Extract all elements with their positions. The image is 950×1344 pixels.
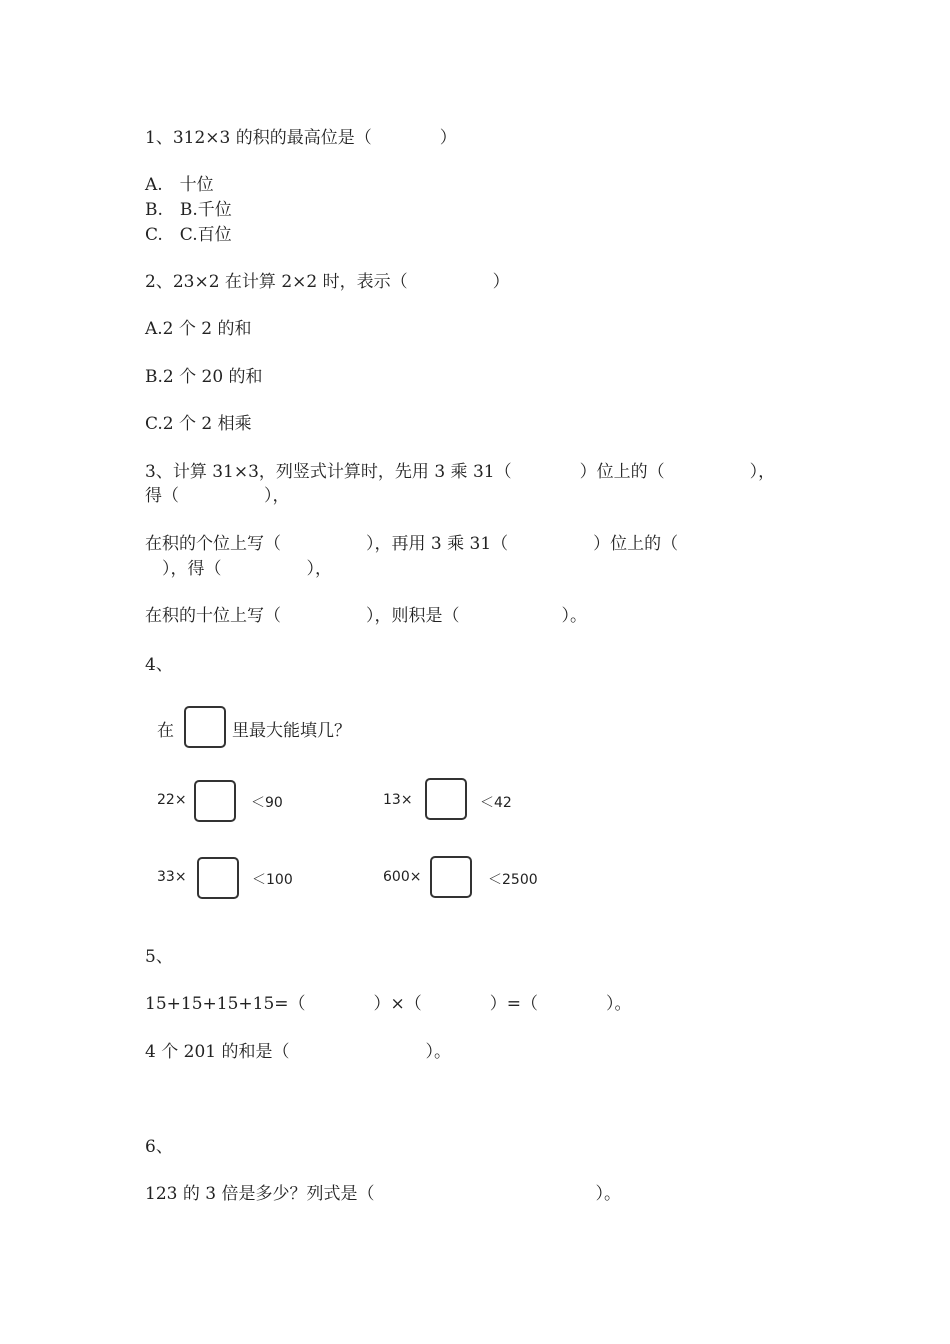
q4-title-prefix: 在 [157,721,174,741]
q2-option-b: B.2 个 20 的和 [145,367,263,387]
q4-item-3-answer-box[interactable] [197,857,239,899]
q4-item-4-suffix: ＜2500 [488,872,538,888]
q2-option-c: C.2 个 2 相乘 [145,414,252,434]
q1-option-c: C. C.百位 [145,225,232,245]
q2-stem: 2、23×2 在计算 2×2 时，表示（ ） [145,272,510,292]
q4-title-box [184,706,226,748]
q5-line-1: 15+15+15+15=（ ）×（ ）=（ ）。 [145,994,632,1014]
q1-option-b: B. B.千位 [145,200,232,220]
q3-line-4: ），得（ ）， [145,559,332,579]
q3-line-2: 得（ ）， [145,486,290,506]
q6-number: 6、 [145,1137,173,1157]
q2-option-a: A.2 个 2 的和 [145,319,252,339]
q4-item-1-answer-box[interactable] [194,780,236,822]
q1-stem: 1、312×3 的积的最高位是（ ） [145,128,457,148]
q6-line-1: 123 的 3 倍是多少？列式是（ ）。 [145,1184,621,1204]
q4-item-4-answer-box[interactable] [430,856,472,898]
q4-item-2-answer-box[interactable] [425,778,467,820]
q3-line-5: 在积的十位上写（ ），则积是（ ）。 [145,606,587,626]
q3-line-1: 3、计算 31×3，列竖式计算时，先用 3 乘 31（ ）位上的（ ）， [145,462,776,482]
q4-title-suffix: 里最大能填几？ [232,721,351,741]
q1-option-a: A. 十位 [145,175,214,195]
q4-item-4-prefix: 600× [383,869,422,885]
q4-item-2-prefix: 13× [383,792,413,808]
q4-item-3-suffix: ＜100 [252,872,293,888]
q3-line-3: 在积的个位上写（ ），再用 3 乘 31（ ）位上的（ [145,534,679,554]
q4-item-1-prefix: 22× [157,792,187,808]
q5-line-2: 4 个 201 的和是（ ）。 [145,1042,451,1062]
q4-item-1-suffix: ＜90 [251,795,283,811]
q4-item-3-prefix: 33× [157,869,187,885]
q5-number: 5、 [145,947,173,967]
q4-number: 4、 [145,655,173,675]
q4-item-2-suffix: ＜42 [480,795,512,811]
